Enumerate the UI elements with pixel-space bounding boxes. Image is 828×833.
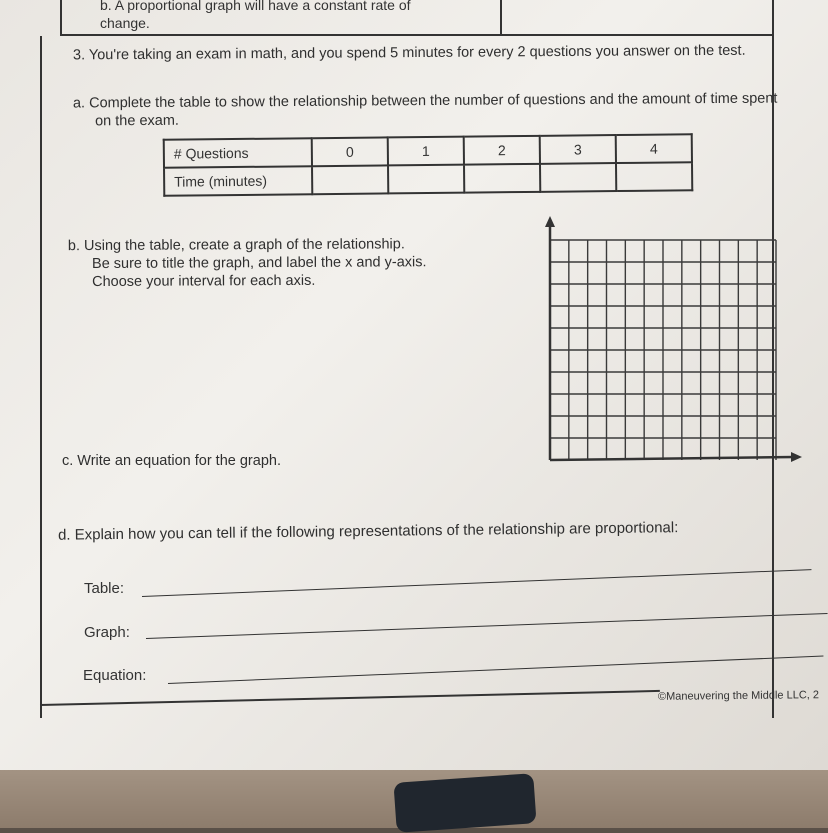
part-b-line1: b. Using the table, create a graph of the relationship. bbox=[67, 236, 405, 255]
questions-cell: 1 bbox=[388, 137, 464, 166]
equation-label: Equation: bbox=[83, 667, 147, 684]
questions-time-table bbox=[163, 133, 694, 197]
row-label-time: Time (minutes) bbox=[164, 166, 312, 196]
copyright-notice: ©Maneuvering the Middle LLC, 2 bbox=[657, 689, 820, 703]
part-c-prompt: c. Write an equation for the graph. bbox=[62, 453, 281, 469]
questions-cell: 2 bbox=[464, 136, 540, 165]
grid-lines bbox=[550, 240, 776, 460]
blank-graph-grid[interactable] bbox=[528, 216, 804, 468]
table-row-time bbox=[164, 162, 692, 196]
previous-item-answer-box bbox=[500, 0, 774, 36]
previous-item-line2: change. bbox=[100, 15, 150, 31]
questions-cell: 4 bbox=[616, 134, 692, 163]
x-axis-arrow bbox=[791, 452, 802, 462]
row-label-questions: # Questions bbox=[164, 138, 312, 168]
graph-label: Graph: bbox=[84, 624, 130, 641]
time-answer-cell[interactable] bbox=[312, 165, 388, 194]
calculator-object bbox=[393, 773, 536, 833]
questions-cell: 0 bbox=[312, 137, 388, 166]
problem-intro: 3. You're taking an exam in math, and you spend 5 minutes for every 2 questions you answer on the test. bbox=[72, 42, 746, 64]
time-answer-cell[interactable] bbox=[540, 163, 616, 192]
table-label: Table: bbox=[84, 580, 125, 597]
time-answer-cell[interactable] bbox=[616, 162, 692, 191]
previous-item-text bbox=[100, 0, 411, 32]
part-b-line2: Be sure to title the graph, and label the x and y-axis. bbox=[91, 254, 427, 272]
part-d-prompt: d. Explain how you can tell if the following representations of the relationship are proportional: bbox=[57, 519, 679, 544]
part-b-prompt bbox=[68, 235, 498, 291]
time-answer-cell[interactable] bbox=[388, 165, 464, 194]
previous-item-line1: b. A proportional graph will have a constant rate of bbox=[100, 0, 411, 13]
time-answer-cell[interactable] bbox=[464, 164, 540, 193]
part-b-line3: Choose your interval for each axis. bbox=[92, 272, 316, 290]
part-a-prompt: a. Complete the table to show the relationship between the number of questions and the amount of time spent on the exam. bbox=[72, 90, 778, 130]
questions-cell: 3 bbox=[540, 135, 616, 164]
y-axis-arrow bbox=[545, 216, 555, 227]
